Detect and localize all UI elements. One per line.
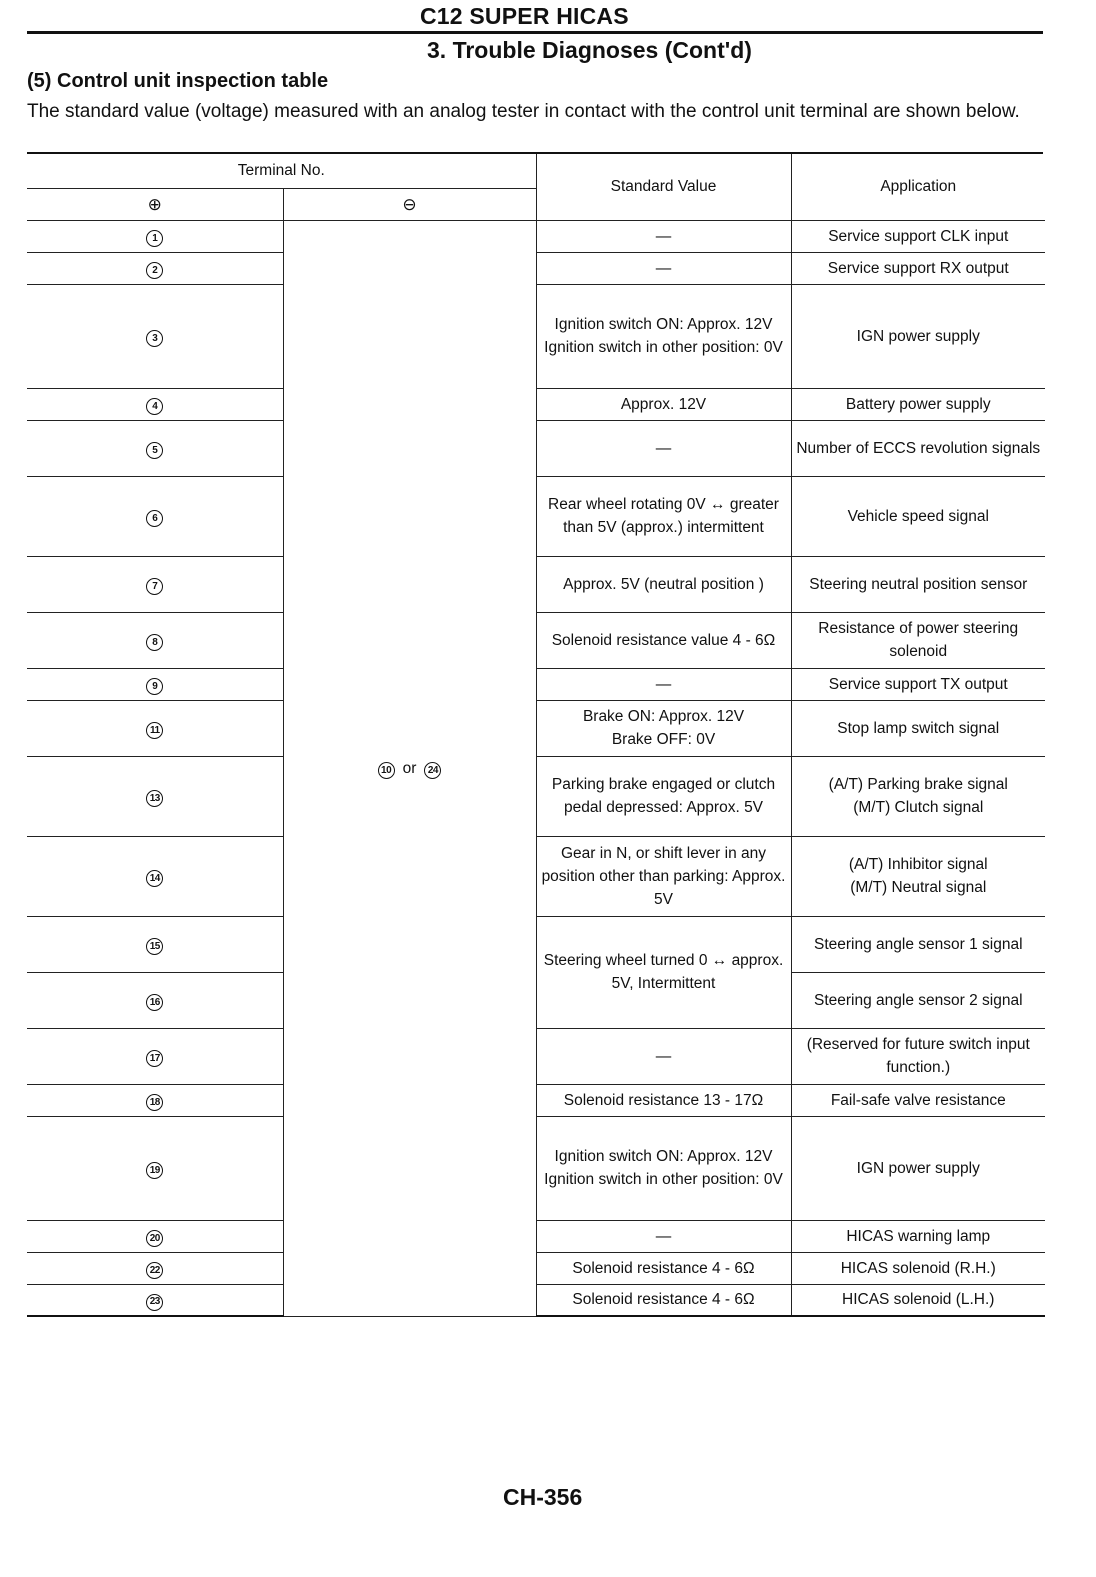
plus-terminal-cell [27, 756, 283, 836]
ground-terminal-b: 24 [424, 762, 441, 779]
standard-value-header: Standard Value [536, 154, 791, 220]
terminal-number: 17 [146, 1050, 163, 1067]
terminal-number: 16 [146, 994, 163, 1011]
terminal-number: 18 [146, 1094, 163, 1111]
standard-value-cell: Solenoid resistance 4 - 6Ω [536, 1284, 791, 1316]
application-cell: (A/T) Inhibitor signal (M/T) Neutral signal [791, 836, 1045, 916]
application-cell: (A/T) Parking brake signal (M/T) Clutch signal [791, 756, 1045, 836]
terminal-number: 13 [146, 790, 163, 807]
terminal-no-header: Terminal No. [27, 154, 536, 188]
minus-terminal-header: ⊖ [283, 188, 536, 220]
standard-value-cell: Approx. 5V (neutral position ) [536, 556, 791, 612]
plus-terminal-cell [27, 476, 283, 556]
terminal-number: 23 [146, 1294, 163, 1311]
standard-value-cell: — [536, 252, 791, 284]
plus-terminal-cell [27, 836, 283, 916]
page-title: C12 SUPER HICAS [420, 3, 629, 29]
standard-value-cell: Gear in N, or shift lever in any position other than parking: Approx. 5V [536, 836, 791, 916]
inspection-table [27, 154, 1045, 1317]
ground-terminal-a: 10 [378, 762, 395, 779]
plus-terminal-cell [27, 1028, 283, 1084]
terminal-number: 9 [146, 678, 163, 695]
standard-value-cell: — [536, 1220, 791, 1252]
plus-terminal-cell [27, 612, 283, 668]
application-cell: Service support TX output [791, 668, 1045, 700]
ground-terminal-cell [283, 220, 536, 1316]
terminal-number: 6 [146, 510, 163, 527]
standard-value-cell: Ignition switch ON: Approx. 12V Ignition switch in other position: 0V [536, 284, 791, 388]
application-cell: Battery power supply [791, 388, 1045, 420]
terminal-number: 1 [146, 230, 163, 247]
plus-terminal-cell [27, 916, 283, 972]
terminal-number: 3 [146, 330, 163, 347]
terminal-number: 2 [146, 262, 163, 279]
table-row [27, 1252, 1045, 1284]
table-row [27, 1084, 1045, 1116]
plus-terminal-header: ⊕ [27, 188, 283, 220]
table-row [27, 1284, 1045, 1316]
table-row [27, 836, 1045, 916]
table-row [27, 556, 1045, 612]
table-row [27, 700, 1045, 756]
application-cell: Steering angle sensor 2 signal [791, 972, 1045, 1028]
standard-value-cell: Solenoid resistance 13 - 17Ω [536, 1084, 791, 1116]
application-cell: Service support CLK input [791, 220, 1045, 252]
application-cell: IGN power supply [791, 1116, 1045, 1220]
application-cell: (Reserved for future switch input function.) [791, 1028, 1045, 1084]
page-subtitle: 3. Trouble Diagnoses (Cont'd) [427, 37, 752, 63]
terminal-number: 14 [146, 870, 163, 887]
intro-text: The standard value (voltage) measured with an analog tester in contact with the control unit terminal are shown below. [27, 101, 1020, 122]
application-cell: HICAS warning lamp [791, 1220, 1045, 1252]
standard-value-cell: Approx. 12V [536, 388, 791, 420]
terminal-number: 8 [146, 634, 163, 651]
table-row [27, 388, 1045, 420]
table-row [27, 668, 1045, 700]
plus-terminal-cell [27, 284, 283, 388]
table-row [27, 420, 1045, 476]
application-cell: Steering neutral position sensor [791, 556, 1045, 612]
application-cell: HICAS solenoid (R.H.) [791, 1252, 1045, 1284]
terminal-number: 7 [146, 578, 163, 595]
terminal-number: 19 [146, 1162, 163, 1179]
application-cell: Fail-safe valve resistance [791, 1084, 1045, 1116]
plus-terminal-cell [27, 1084, 283, 1116]
application-cell: Stop lamp switch signal [791, 700, 1045, 756]
standard-value-cell: Ignition switch ON: Approx. 12V Ignition switch in other position: 0V [536, 1116, 791, 1220]
plus-terminal-cell [27, 972, 283, 1028]
table-row [27, 756, 1045, 836]
table-row [27, 284, 1045, 388]
standard-value-cell: — [536, 220, 791, 252]
plus-terminal-cell [27, 556, 283, 612]
title-rule [27, 31, 1043, 34]
application-header: Application [791, 154, 1045, 220]
terminal-number: 20 [146, 1230, 163, 1247]
terminal-number: 4 [146, 398, 163, 415]
standard-value-cell: Solenoid resistance value 4 - 6Ω [536, 612, 791, 668]
terminal-number: 22 [146, 1262, 163, 1279]
standard-value-cell: Parking brake engaged or clutch pedal depressed: Approx. 5V [536, 756, 791, 836]
plus-terminal-cell [27, 1220, 283, 1252]
standard-value-cell: — [536, 1028, 791, 1084]
plus-terminal-cell [27, 1252, 283, 1284]
application-cell: Steering angle sensor 1 signal [791, 916, 1045, 972]
table-row [27, 220, 1045, 252]
standard-value-cell: Rear wheel rotating 0V ↔ greater than 5V (approx.) intermittent [536, 476, 791, 556]
plus-terminal-cell [27, 1116, 283, 1220]
plus-terminal-cell [27, 668, 283, 700]
plus-terminal-cell [27, 220, 283, 252]
page-number: CH-356 [503, 1484, 583, 1510]
standard-value-cell: Solenoid resistance 4 - 6Ω [536, 1252, 791, 1284]
application-cell: HICAS solenoid (L.H.) [791, 1284, 1045, 1316]
application-cell: Number of ECCS revolution signals [791, 420, 1045, 476]
standard-value-cell: — [536, 420, 791, 476]
plus-terminal-cell [27, 700, 283, 756]
terminal-number: 15 [146, 938, 163, 955]
application-cell: Service support RX output [791, 252, 1045, 284]
table-row [27, 1116, 1045, 1220]
standard-value-cell: Brake ON: Approx. 12V Brake OFF: 0V [536, 700, 791, 756]
plus-terminal-cell [27, 388, 283, 420]
plus-terminal-cell [27, 252, 283, 284]
table-row [27, 252, 1045, 284]
table-row [27, 476, 1045, 556]
table-row [27, 916, 1045, 972]
table-row [27, 1028, 1045, 1084]
ground-terminal-or: or [402, 759, 417, 777]
terminal-number: 5 [146, 442, 163, 459]
table-row [27, 612, 1045, 668]
plus-terminal-cell [27, 420, 283, 476]
plus-terminal-cell [27, 1284, 283, 1316]
terminal-number: 11 [146, 722, 163, 739]
standard-value-cell: Steering wheel turned 0 ↔ approx. 5V, Intermittent [536, 916, 791, 1028]
application-cell: Resistance of power steering solenoid [791, 612, 1045, 668]
standard-value-cell: — [536, 668, 791, 700]
table-row [27, 1220, 1045, 1252]
application-cell: Vehicle speed signal [791, 476, 1045, 556]
application-cell: IGN power supply [791, 284, 1045, 388]
section-title: (5) Control unit inspection table [27, 70, 329, 92]
